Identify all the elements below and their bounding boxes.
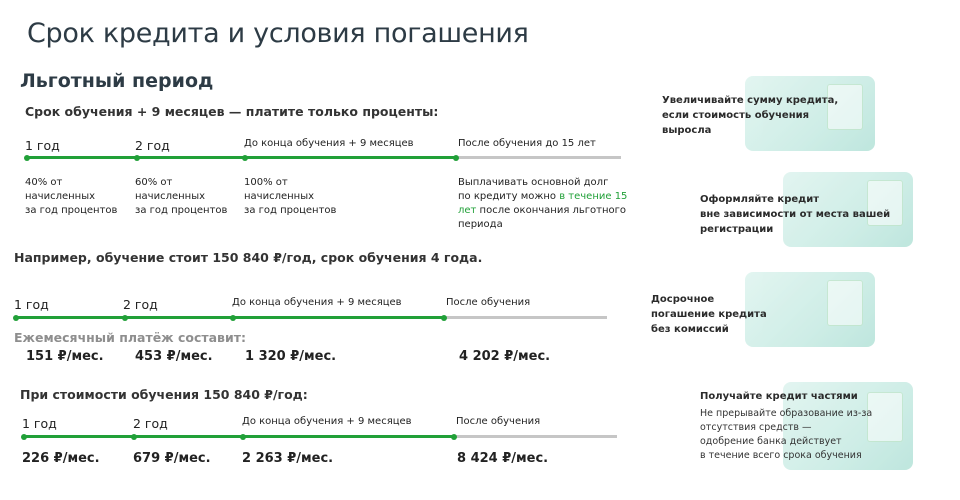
timeline-label: 2 год: [135, 138, 170, 153]
timeline-dot: [242, 155, 248, 161]
benefit-card-text: Досрочное погашение кредита без комиссий: [651, 294, 767, 335]
timeline-dot: [131, 434, 137, 440]
timeline-dot: [21, 434, 27, 440]
timeline-dot: [451, 434, 457, 440]
benefit-card-text: Увеличивайте сумму кредита, если стоимость обучения выросла: [662, 95, 839, 136]
timeline-dot: [13, 315, 19, 321]
timeline-label: 1 год: [14, 297, 49, 312]
timeline-label: 2 год: [123, 297, 158, 312]
timeline-label: До конца обучения + 9 месяцев: [242, 416, 412, 427]
after-study-description: Выплачивать основной долг по кредиту можно в течение 15 лет после окончания льготного периода: [458, 177, 628, 230]
timeline-label: До конца обучения + 9 месяцев: [232, 297, 402, 308]
page-title: Срок кредита и условия погашения: [27, 18, 529, 49]
monthly-payment: 453 ₽/мес.: [135, 349, 213, 364]
timeline-dot: [441, 315, 447, 321]
timeline-bar-active: [22, 435, 454, 438]
timeline-label: До конца обучения + 9 месяцев: [244, 138, 414, 149]
period-description: 100% от начисленных за год процентов: [244, 177, 337, 216]
monthly-payment: 679 ₽/мес.: [133, 451, 211, 466]
timeline-dot: [230, 315, 236, 321]
timeline-bar-inactive: [454, 435, 617, 438]
timeline-label: 1 год: [22, 416, 57, 431]
monthly-payment: 226 ₽/мес.: [22, 451, 100, 466]
timeline-dot: [122, 315, 128, 321]
grace-heading: Срок обучения + 9 месяцев — платите только проценты:: [25, 104, 439, 119]
timeline-label: После обучения: [456, 416, 541, 427]
period-description: 60% от начисленных за год процентов: [135, 177, 228, 216]
benefit-card-text: Получайте кредит частями Не прерывайте образование из-за отсутствия средств — одобрение банка действует в течение всего срока обучения: [700, 391, 873, 461]
timeline-dot: [240, 434, 246, 440]
monthly-payment: 4 202 ₽/мес.: [459, 349, 551, 364]
period-description: 40% от начисленных за год процентов: [25, 177, 118, 216]
timeline-bar-inactive: [456, 156, 621, 159]
document-icon: [827, 280, 863, 326]
timeline-label: После обучения: [446, 297, 531, 308]
cost-heading: При стоимости обучения 150 840 ₽/год:: [20, 387, 308, 402]
timeline-label: 2 год: [133, 416, 168, 431]
example-heading: Например, обучение стоит 150 840 ₽/год, срок обучения 4 года.: [14, 250, 483, 265]
section-title: Льготный период: [20, 70, 214, 92]
timeline-bar-inactive: [444, 316, 607, 319]
timeline-label: После обучения до 15 лет: [458, 138, 596, 149]
monthly-payment: 151 ₽/мес.: [26, 349, 104, 364]
timeline-dot: [24, 155, 30, 161]
timeline-bar-active: [25, 156, 456, 159]
timeline-bar-active: [14, 316, 444, 319]
monthly-payment: 8 424 ₽/мес.: [457, 451, 549, 466]
monthly-payment: 2 263 ₽/мес.: [242, 451, 334, 466]
monthly-payment-label: Ежемесячный платёж составит:: [14, 330, 246, 345]
timeline-dot: [134, 155, 140, 161]
timeline-label: 1 год: [25, 138, 60, 153]
benefit-card-text: Оформляйте кредит вне зависимости от места вашей регистрации: [700, 194, 891, 235]
timeline-dot: [453, 155, 459, 161]
document-icon: [867, 392, 903, 442]
monthly-payment: 1 320 ₽/мес.: [245, 349, 337, 364]
